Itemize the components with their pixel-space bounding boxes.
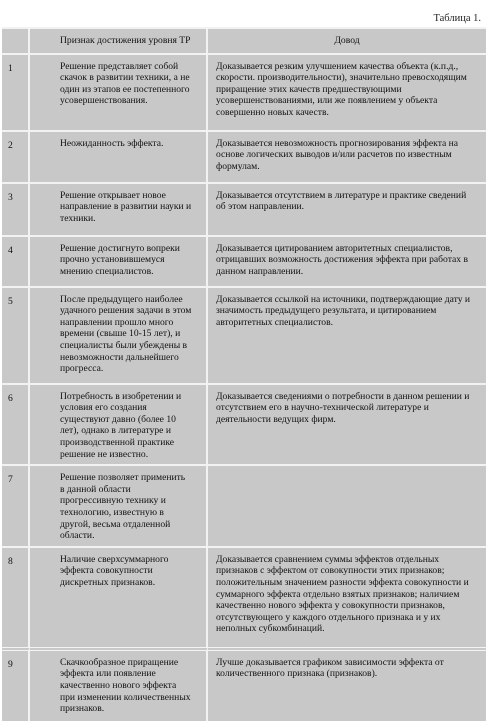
- table-row: [2, 464, 486, 546]
- table-row: [2, 182, 486, 235]
- row-num: 6: [2, 383, 30, 465]
- row-argument: Доказывается сведениями о потребности в данном решении и отсутствием его в научно-технической литературе и деятельности ведущих фирм.: [208, 383, 486, 465]
- row-num: 2: [2, 130, 30, 182]
- table-row: [2, 130, 486, 182]
- row-argument: Доказывается цитированием авторитетных специалистов, отрицавших возможность достижения эффекта при работах в данном направлении.: [208, 235, 486, 286]
- row-argument: Доказывается резким улучшением качества объекта (к.п.д., скорости. производительности), значительно превосходящим приращение этих качеств предшествующими усовершенствованиями, или же появлением у объекта совершенно новых качеств.: [208, 53, 486, 130]
- header-argument: Довод: [208, 27, 486, 53]
- row-sign: Решение открывает новое направление в развитии науки и техники.: [30, 182, 208, 235]
- table-caption: Таблица 1.: [433, 13, 481, 24]
- row-argument: Лучше доказывается графиком зависимости эффекта от количественного признака (признаков).: [208, 647, 486, 721]
- row-argument: Доказывается невозможность прогнозирования эффекта на основе логических выводов и/или расчетов по известным формулам.: [208, 130, 486, 182]
- table-row: [2, 546, 486, 647]
- row-argument: [208, 464, 486, 546]
- table-row: [2, 647, 486, 721]
- table-header-row: [2, 27, 486, 53]
- row-sign: Неожиданность эффекта.: [30, 130, 208, 182]
- row-sign: Потребность в изобретении и условия его создания существуют давно (более 10 лет), однако в литературе и производственной практике решение не известно.: [30, 383, 208, 465]
- row-argument: Доказывается отсутствием в литературе и практике сведений об этом направлении.: [208, 182, 486, 235]
- row-num: 8: [2, 546, 30, 647]
- table-row: [2, 235, 486, 286]
- row-num: 7: [2, 464, 30, 546]
- row-num: 3: [2, 182, 30, 235]
- row-argument: Доказывается сравнением суммы эффектов отдельных признаков с эффектом от совокупности этих признаков; положительным значением разности эффекта совокупности и суммарного эффекта отдельно взятых признаков; наличием качественно нового эффекта у совокупности признаков, отсутствующего у каждого отдельного признака и у их неполных субкомбинаций.: [208, 546, 486, 647]
- table-row: [2, 286, 486, 383]
- row-sign: Решение представляет собой скачок в развитии техники, а не один из этапов ее постепенного усовершенствования.: [30, 53, 208, 130]
- header-sign: Признак достижения уровня ТР: [30, 27, 208, 53]
- row-sign: Решение достигнуто вопреки прочно установившемуся мнению специалистов.: [30, 235, 208, 286]
- row-sign: Наличие сверхсуммарного эффекта совокупности дискретных признаков.: [30, 546, 208, 647]
- row-sign: Решение позволяет применить в данной области прогрессивную технику и технологию, известную в другой, весьма отдаленной области.: [30, 464, 208, 546]
- table-row: [2, 383, 486, 465]
- row-sign: После предыдущего наиболее удачного решения задачи в этом направлении прошло много времени (свыше 10-15 лет), и специалисты были убеждены в невозможности дальнейшего прогресса.: [30, 286, 208, 383]
- row-num: 5: [2, 286, 30, 383]
- criteria-table: [2, 27, 486, 721]
- header-num: [2, 27, 30, 53]
- row-argument: Доказывается ссылкой на источники, подтверждающие дату и значимость предыдущего результата, и цитированием авторитетных специалистов.: [208, 286, 486, 383]
- table-row: [2, 53, 486, 130]
- row-num: 1: [2, 53, 30, 130]
- row-num: 9: [2, 647, 30, 721]
- row-sign: Скачкообразное приращение эффекта или появление качественно нового эффекта при изменении количественных признаков.: [30, 647, 208, 721]
- row-num: 4: [2, 235, 30, 286]
